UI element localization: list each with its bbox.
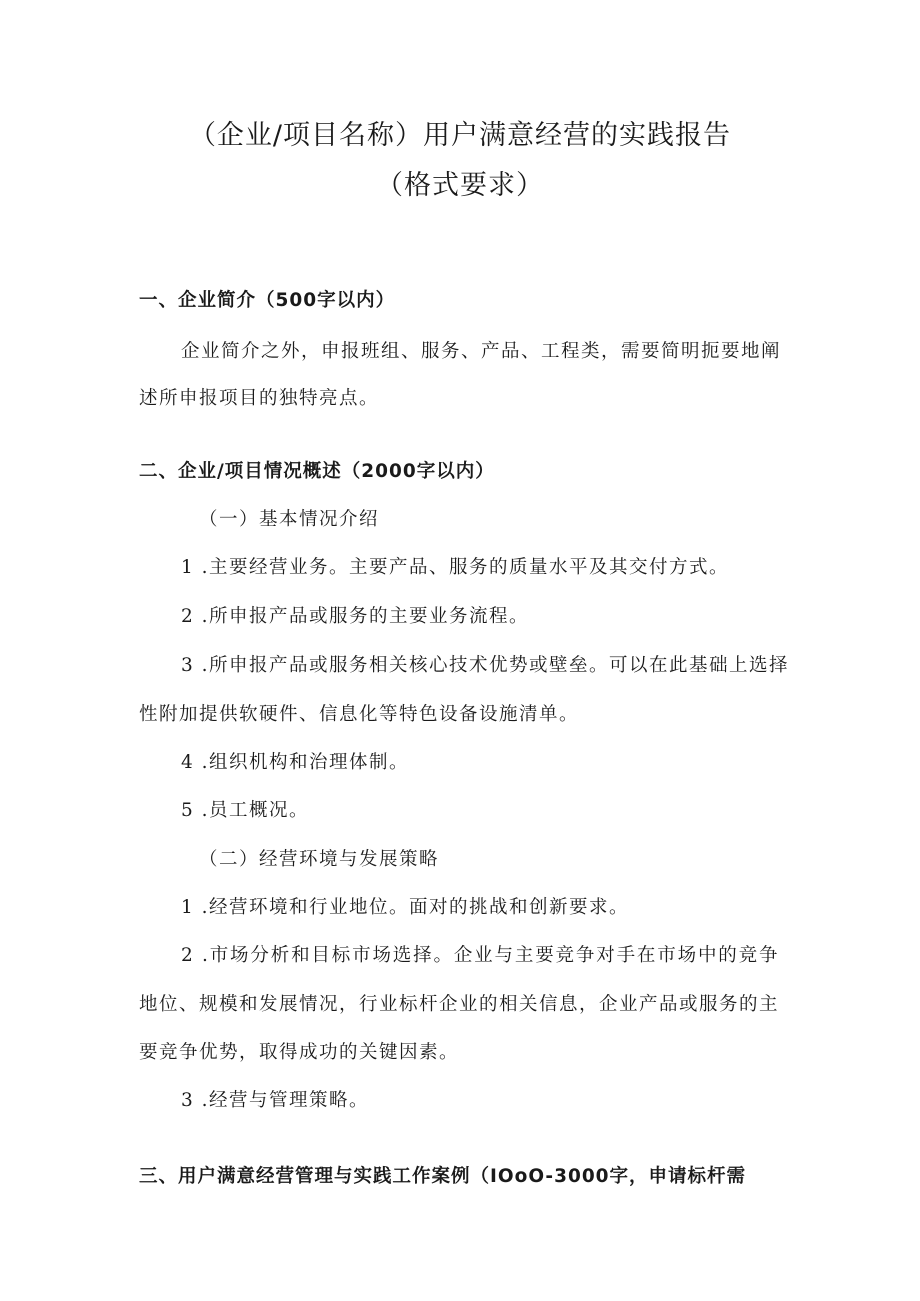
section-heading-2: 二、企业/项目情况概述（2000字以内） [139, 461, 495, 482]
subsection-title-1: （一）基本情况介绍 [199, 509, 380, 530]
list-item: 5 .员工概况。 [181, 800, 310, 821]
list-item-continuation: 地位、规模和发展情况，行业标杆企业的相关信息，企业产品或服务的主 [139, 994, 780, 1015]
section-heading-3: 三、用户满意经营管理与实践工作案例（IOoO-3000字，申请标杆需 [139, 1166, 747, 1187]
subsection-title-2: （二）经营环境与发展策略 [199, 849, 440, 870]
list-item: 3 .经营与管理策略。 [181, 1090, 370, 1111]
document-subtitle: （格式要求） [376, 170, 544, 201]
list-item-continuation: 要竞争优势，取得成功的关键因素。 [139, 1042, 460, 1063]
list-item: 2 .市场分析和目标市场选择。企业与主要竞争对手在市场中的竞争 [181, 945, 779, 966]
list-item: 1 .主要经营业务。主要产品、服务的质量水平及其交付方式。 [181, 557, 730, 578]
list-item-continuation: 性附加提供软硬件、信息化等特色设备设施清单。 [139, 704, 580, 725]
section-heading-1: 一、企业简介（500字以内） [139, 290, 396, 311]
section-1-paragraph-line-2: 述所申报项目的独特亮点。 [139, 388, 380, 409]
list-item: 4 .组织机构和治理体制。 [181, 752, 410, 773]
section-1-paragraph-line-1: 企业简介之外，申报班组、服务、产品、工程类，需要简明扼要地阐 [181, 341, 782, 362]
list-item: 3 .所申报产品或服务相关核心技术优势或壁垒。可以在此基础上选择 [181, 655, 790, 676]
list-item: 1 .经营环境和行业地位。面对的挑战和创新要求。 [181, 897, 630, 918]
document-title: （企业/项目名称）用户满意经营的实践报告 [188, 120, 732, 151]
list-item: 2 .所申报产品或服务的主要业务流程。 [181, 606, 530, 627]
